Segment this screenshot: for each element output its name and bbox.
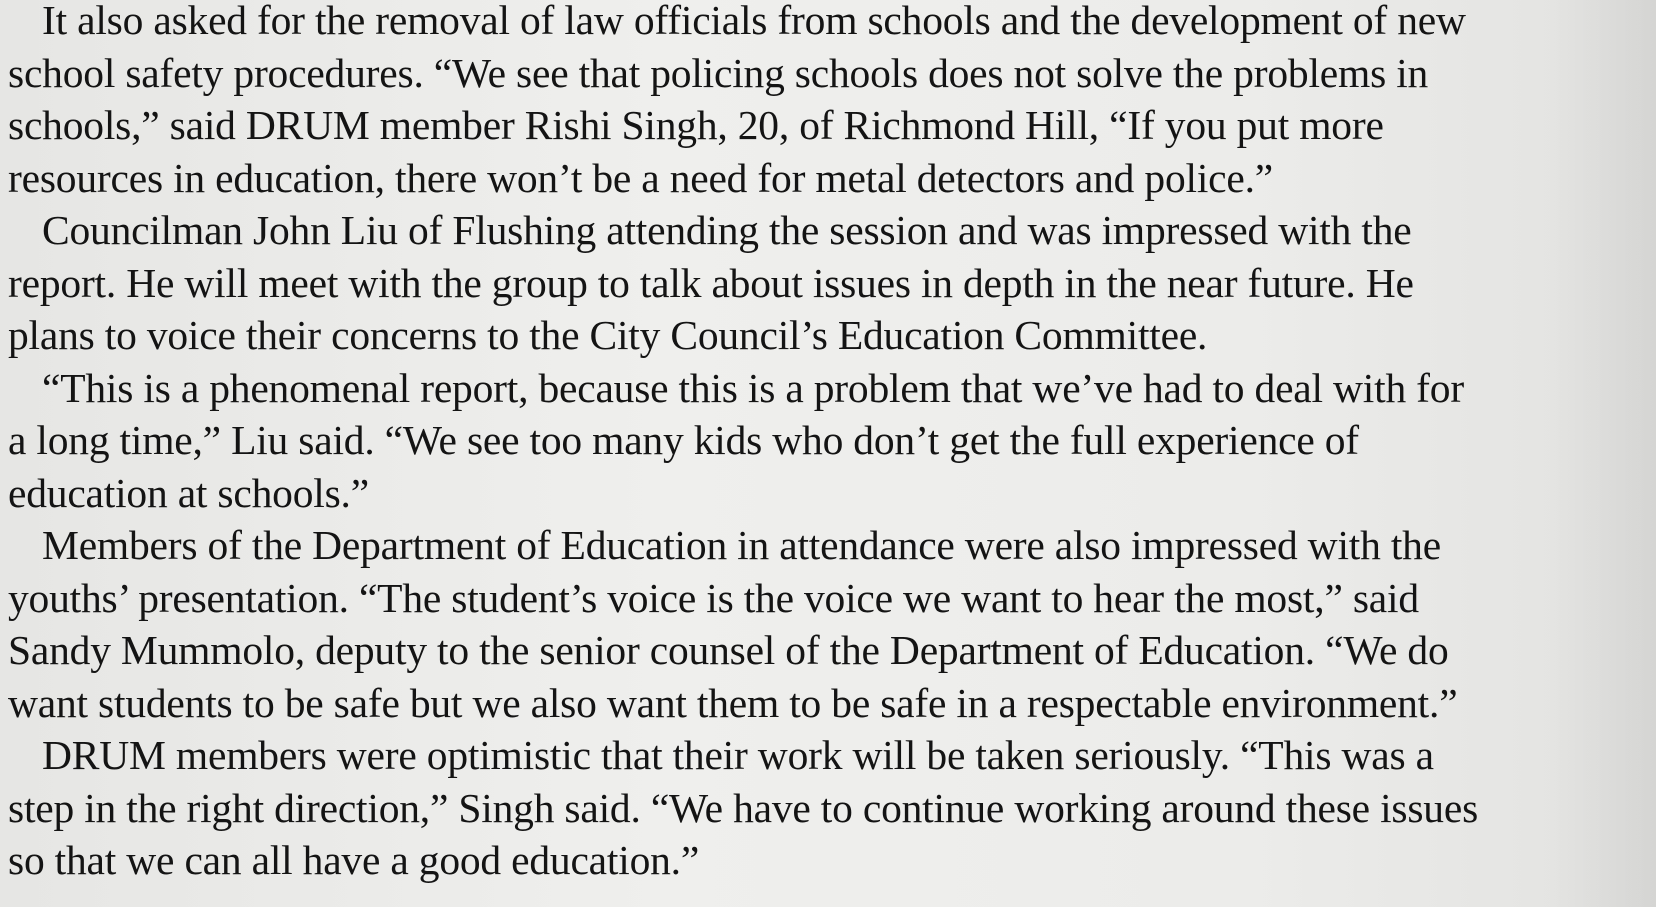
article-body [8,0,1648,887]
paragraph-4 [8,519,1648,729]
paragraph-2 [8,204,1648,362]
paragraph-3 [8,362,1648,520]
text-line: youths’ presentation. “The student’s voice is the voice we want to hear the most,” said [8,574,1419,621]
text-line: Sandy Mummolo, deputy to the senior counsel of the Department of Education. “We do [8,627,1449,673]
text-line: a long time,” Liu said. “We see too many kids who don’t get the full experience of [8,417,1359,463]
text-line: school safety procedures. “We see that policing schools does not solve the problems in [8,49,1429,96]
text-line: education at schools.” [8,469,369,516]
text-line: resources in education, there won’t be a need for metal detectors and police.” [8,154,1273,201]
paragraph-1 [8,0,1648,204]
text-line: Councilman John Liu of Flushing attending the session and was impressed with the [42,207,1412,253]
text-line: so that we can all have a good education.” [8,837,700,883]
paragraph-5 [8,729,1648,887]
text-line: report. He will meet with the group to talk about issues in depth in the near future. He [8,259,1414,306]
text-line: step in the right direction,” Singh said. “We have to continue working around these issues [8,784,1479,831]
text-line: plans to voice their concerns to the City Council’s Education Committee. [8,312,1208,358]
text-line: DRUM members were optimistic that their work will be taken seriously. “This was a [42,732,1434,778]
text-line: schools,” said DRUM member Rishi Singh, 20, of Richmond Hill, “If you put more [8,102,1384,148]
text-line: It also asked for the removal of law officials from schools and the development of new [42,0,1466,43]
text-line: “This is a phenomenal report, because this is a problem that we’ve had to deal with for [42,364,1464,411]
text-line: Members of the Department of Education in attendance were also impressed with the [42,522,1441,568]
text-line: want students to be safe but we also want them to be safe in a respectable environment.” [8,679,1458,726]
